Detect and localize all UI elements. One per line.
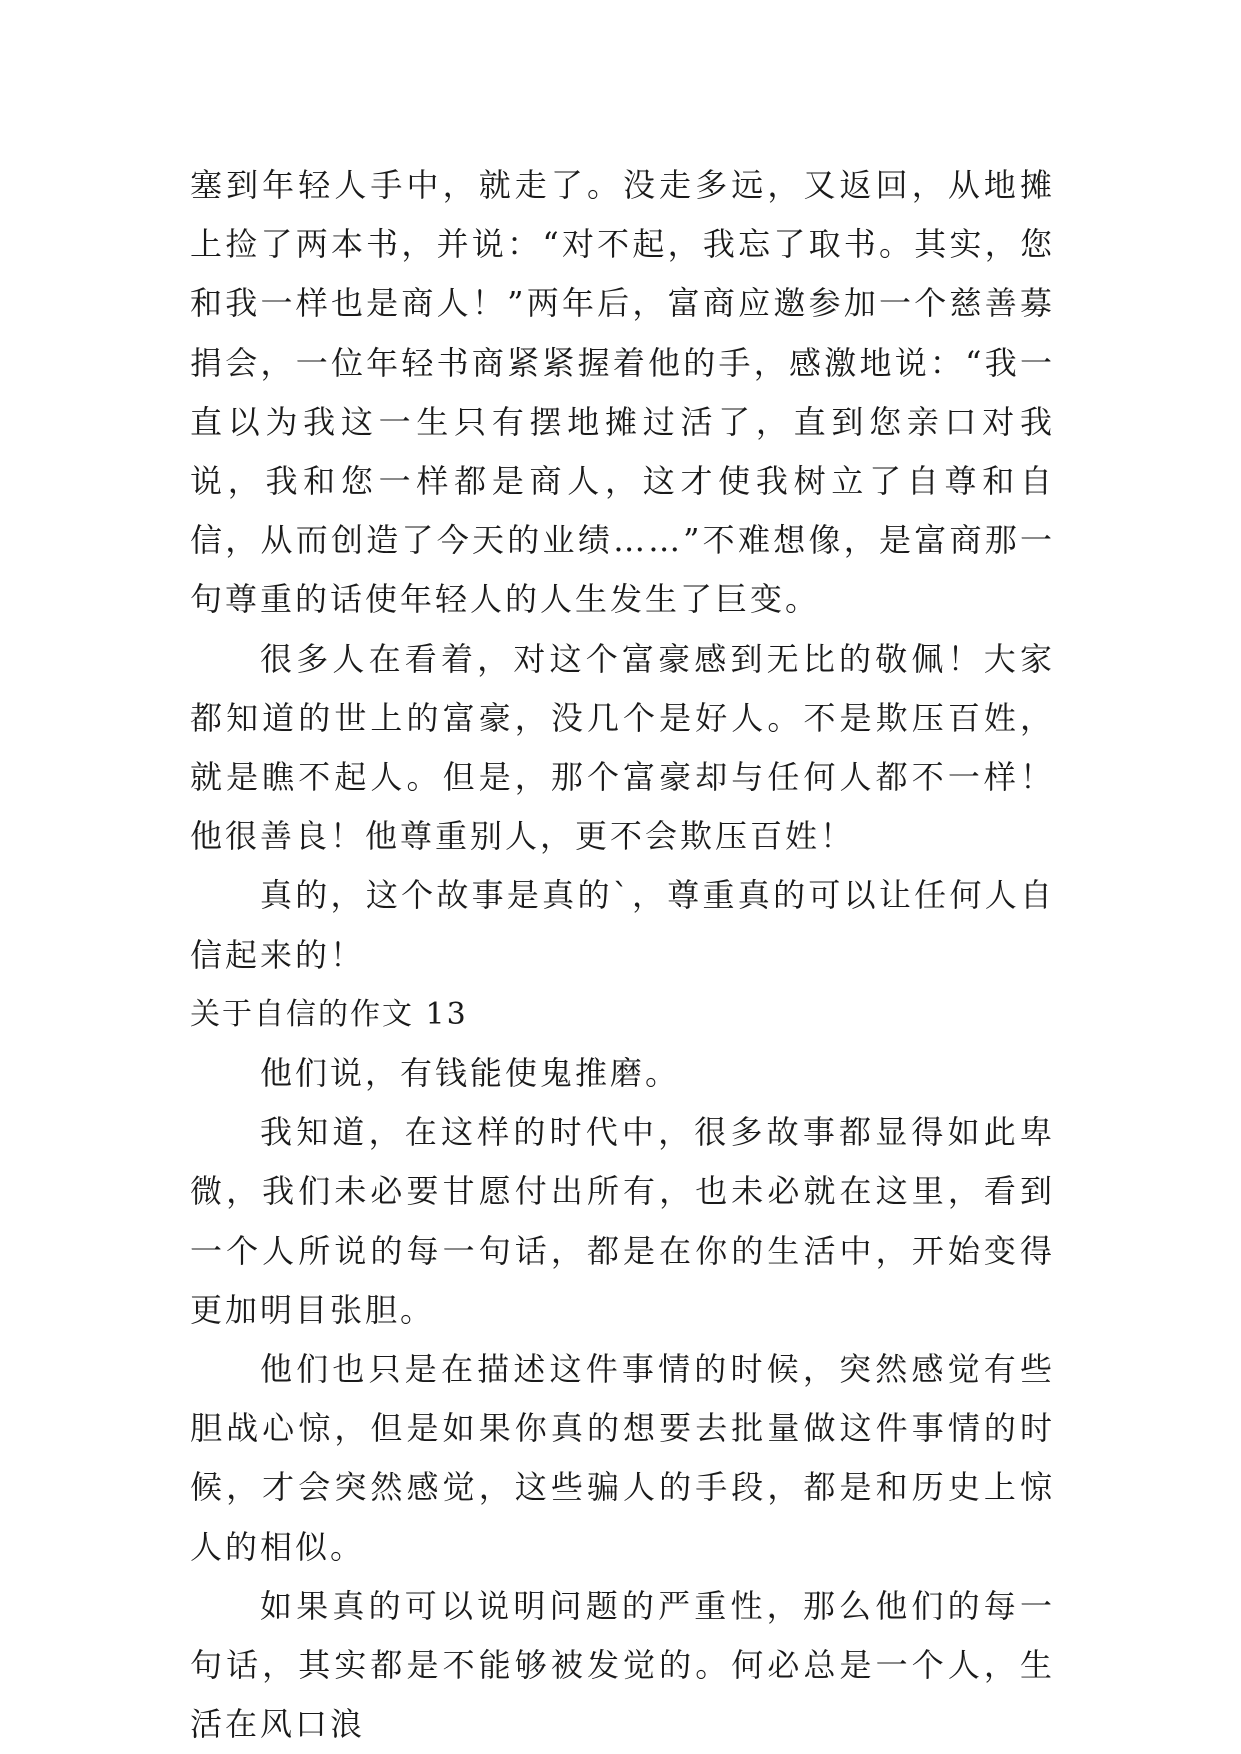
paragraph-money: 他们说，有钱能使鬼推磨。 [260,1054,681,1093]
paragraph-seriousness: 如果真的可以说明问题的严重性，那么他们的每一句话，其实都是不能够被发觉的。何必总是一个人，生活在风口浪 [190,1586,1055,1744]
paragraph-admiration: 很多人在看着，对这个富豪感到无比的敬佩！大家都知道的世上的富豪，没几个是好人。不是欺压百姓，就是瞧不起人。但是，那个富豪却与任何人都不一样！他很善良！他尊重别人，更不会欺压百姓！ [190,639,1055,856]
section-heading: 关于自信的作文 13 [190,996,468,1032]
paragraph-era: 我知道，在这样的时代中，很多故事都显得如此卑微，我们未必要甘愿付出所有，也未必就在这里，看到一个人所说的每一句话，都是在你的生活中，开始变得更加明目张胆。 [190,1113,1055,1329]
paragraph-story-true: 真的，这个故事是真的`，尊重真的可以让任何人自信起来的！ [190,876,1055,974]
paragraph-continuation: 塞到年轻人手中，就走了。没走多远，又返回，从地摊上捡了两本书，并说：“对不起，我忘了取书。其实，您和我一样也是商人！”两年后，富商应邀参加一个慈善募捐会，一位年轻书商紧紧握着他的手，感激地说：“我一直以为我这一生只有摆地摊过活了，直到您亲口对我说，我和您一样都是商人，这才使我树立了自尊和自信，从而创造了今天的业绩……”不难想像，是富商那一句尊重的话使年轻人的人生发生了巨变。 [190,166,1055,619]
document-body [190,156,1055,1754]
paragraph-describe: 他们也只是在描述这件事情的时候，突然感觉有些胆战心惊，但是如果你真的想要去批量做这件事情的时候，才会突然感觉，这些骗人的手段，都是和历史上惊人的相似。 [190,1350,1055,1566]
